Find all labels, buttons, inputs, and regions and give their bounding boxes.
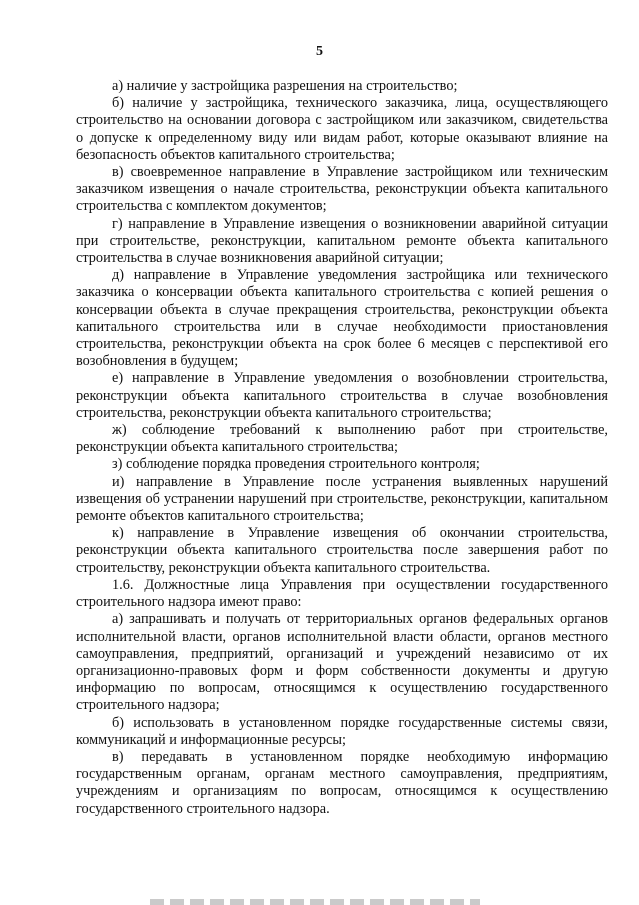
paragraph-item-zh: ж) соблюдение требований к выполнению работ при строительстве, реконструкции объекта капитального строительства; [76,422,608,456]
paragraph-item-v: в) своевременное направление в Управление застройщиком или техническим заказчиком извещения о начале строительства, реконструкции объекта капитального строительства с комплектом документов; [76,164,608,215]
rights-item-b: б) использовать в установленном порядке государственные системы связи, коммуникаций и информационные ресурсы; [76,714,608,748]
paragraph-item-a: а) наличие у застройщика разрешения на строительство; [112,78,458,94]
document-body [76,78,608,818]
paragraph-item-e: е) направление в Управление уведомления о возобновлении строительства, реконструкции объекта капитального строительства в случае возобновления строительства, реконструкции объекта капитального строительства; [76,370,608,421]
paragraph-item-g: г) направление в Управление извещения о возникновении аварийной ситуации при строительстве, реконструкции, капитальном ремонте объекта капитального строительства в случае возникновения аварийной ситуации; [76,215,608,267]
scan-edge-artifact [150,899,480,905]
page-number: 5 [316,44,323,59]
paragraph-item-b: б) наличие у застройщика, технического заказчика, лица, осуществляющего строительство на основании договора с застройщиком или заказчиком, свидетельства о допуске к определенному виду или видам работ, которые оказывают влияние на безопасность объектов капитального строительства; [76,95,608,163]
rights-item-a: а) запрашивать и получать от территориальных органов федеральных органов исполнительной власти, органов исполнительной власти области, органов местного самоуправления, предприятий, организаций и учреждений независимо от их организационно-правовых форм и форм собственности документы и другую информацию по вопросам, относящимся к осуществлению государственного строительного надзора; [76,611,608,714]
section-1-6-heading: 1.6. Должностные лица Управления при осуществлении государственного строительного надзора имеют право: [76,576,608,611]
paragraph-item-z: з) соблюдение порядка проведения строительного контроля; [112,456,480,473]
rights-item-v: в) передавать в установленном порядке необходимую информацию государственным органам, органам местного самоуправления, предприятиям, учреждениям и организациям по вопросам, относящимся к осуществлению государственного строительного надзора. [76,748,608,817]
paragraph-item-d: д) направление в Управление уведомления застройщика или технического заказчика о консервации объекта капитального строительства с копией решения о консервации объекта в случае прекращения строительства, реконструкции объекта капитального строительства или в случае необходимости приостановления строительства, реконструкции объекта на срок более 6 месяцев с перспективой его возобновления в будущем; [76,267,608,370]
paragraph-item-k: к) направление в Управление извещения об окончании строительства, реконструкции объекта капитального строительства после завершения работ по строительству, реконструкции объекта капитального строительства. [76,525,608,576]
paragraph-item-i: и) направление в Управление после устранения выявленных нарушений извещения об устранении нарушений при строительстве, реконструкции, капитальном ремонте объектов капитального строительства; [76,473,608,525]
